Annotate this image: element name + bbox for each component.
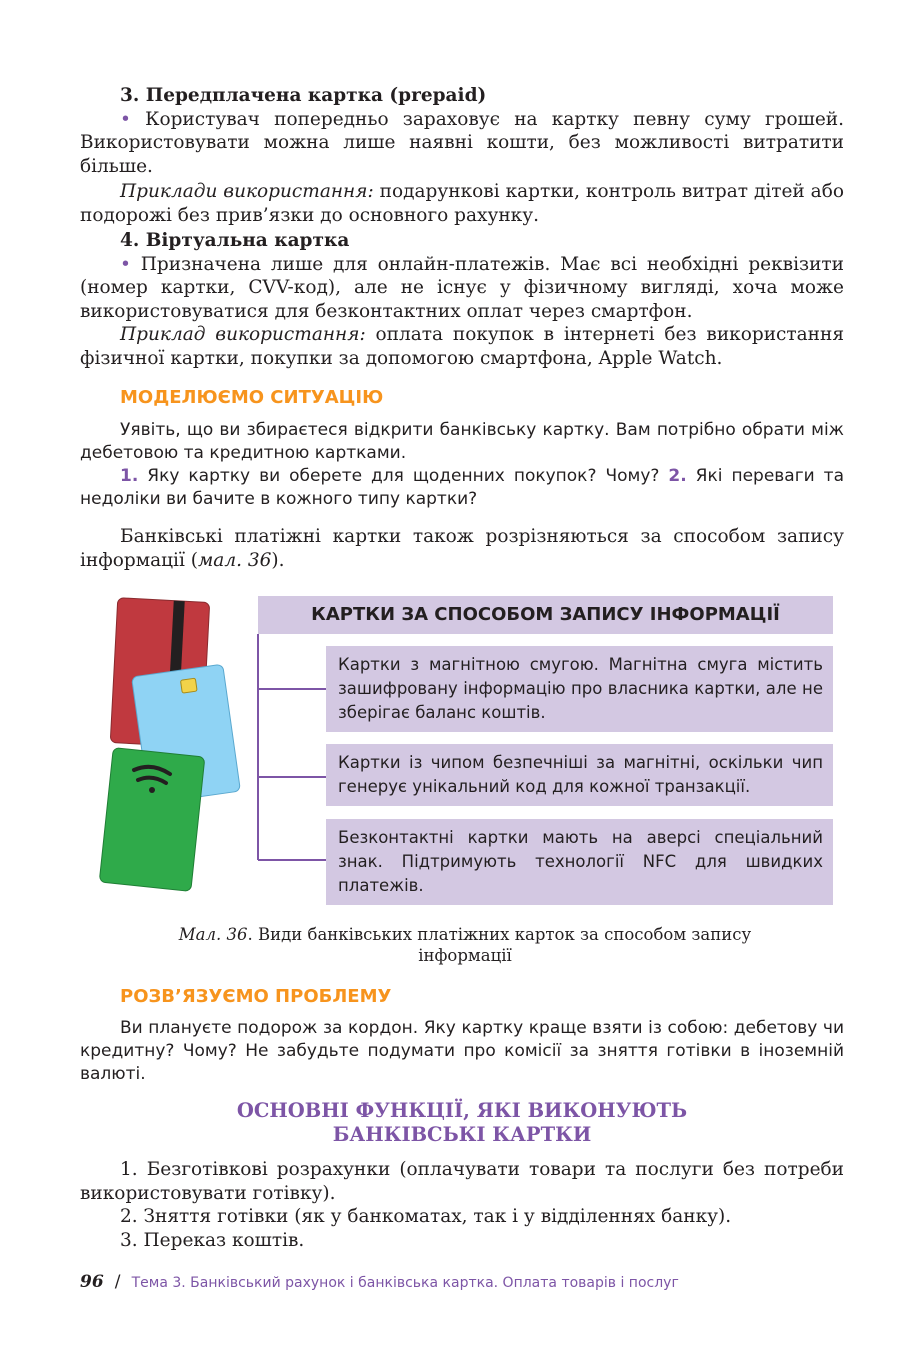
caption-text: . Види банківських платіжних карток за способом запису інформації <box>247 925 752 965</box>
chip-card-box: Картки із чипом безпечніші за магнітні, оскільки чип генерує унікальний код для кожної транзакції. <box>326 744 833 806</box>
figure-ref: мал. 36 <box>197 549 272 571</box>
solve-problem-text: Ви плануєте подорож за кордон. Яку картку краще взяти із собою: дебетову чи кредитну? Чому? Не забудьте подумати про комісії за зняття готівки в іноземній валюті. <box>80 1018 844 1084</box>
figure-caption <box>160 924 770 966</box>
page-number: 96 <box>80 1272 104 1292</box>
question-text: Яку картку ви оберете для щоденних покупок? Чому? <box>138 466 669 486</box>
question-number: 1. <box>120 466 139 486</box>
cards-illustration <box>96 592 271 902</box>
model-situation <box>80 419 844 511</box>
contactless-card-icon <box>99 748 205 892</box>
section-3 <box>80 84 844 227</box>
intro-text-end: ). <box>271 549 285 571</box>
functions-heading-line: ОСНОВНІ ФУНКЦІЇ, ЯКІ ВИКОНУЮТЬ <box>236 1099 688 1122</box>
diagram-connectors <box>256 632 336 912</box>
section-4-body: Призначена лише для онлайн-платежів. Має всі необхідні реквізити (номер картки, CVV-код), але не існує у фізичному вигляді, хоча може використовуватися для безконтактних оплат через смартфон. <box>80 253 844 322</box>
solve-problem-heading: РОЗВ’ЯЗУЄМО ПРОБЛЕМУ <box>120 986 392 1007</box>
section-4-text <box>80 253 844 324</box>
example-label: Приклад використання: <box>120 324 366 345</box>
section-4-example <box>80 323 844 370</box>
footer-separator: / <box>114 1272 121 1292</box>
question-number: 2. <box>668 466 687 486</box>
section-4-heading: 4. Віртуальна картка <box>120 230 350 251</box>
example-label: Приклади використання: <box>120 181 374 202</box>
list-item: 1. Безготівкові розрахунки (оплачувати товари та послуги без потреби використовувати готівку). <box>80 1159 844 1204</box>
functions-list <box>80 1158 844 1252</box>
model-situation-text: Уявіть, що ви збираєтеся відкрити банківську картку. Вам потрібно обрати між дебетовою та кредитною картками. <box>80 420 844 463</box>
intro-paragraph <box>80 525 844 572</box>
section-4 <box>80 229 844 370</box>
model-situation-heading: МОДЕЛЮЄМО СИТУАЦІЮ <box>120 387 384 408</box>
example-text: оплата покупок в інтернеті без використання фізичної картки, покупки за допомогою смартфона, Apple Watch. <box>80 324 844 369</box>
section-3-example <box>80 180 844 227</box>
magnetic-card-box: Картки з магнітною смугою. Магнітна смуга містить зашифровану інформацію про власника картки, але не зберігає баланс коштів. <box>326 646 833 732</box>
model-situation-questions <box>80 465 844 511</box>
list-item: 3. Переказ коштів. <box>120 1229 305 1251</box>
section-3-body: Користувач попередньо зараховує на картку певну суму грошей. Використовувати можна лише наявні кошти, без можливості витратити більше. <box>80 108 844 177</box>
list-item: 2. Зняття готівки (як у банкоматах, так і у відділеннях банку). <box>120 1206 732 1227</box>
cards-diagram <box>96 592 841 912</box>
question-text: Які переваги та недоліки ви бачите в кожного типу картки? <box>80 466 845 509</box>
contactless-card-box: Безконтактні картки мають на аверсі спеціальний знак. Підтримують технології NFC для швидких платежів. <box>326 819 833 905</box>
example-text: подарункові картки, контроль витрат дітей або подорожі без прив’язки до основного рахунку. <box>80 181 844 226</box>
intro-text: Банківські платіжні картки також розрізняються за способом запису інформації ( <box>80 526 844 571</box>
functions-heading <box>80 1099 844 1147</box>
diagram-title: КАРТКИ ЗА СПОСОБОМ ЗАПИСУ ІНФОРМАЦІЇ <box>258 596 833 634</box>
bullet-icon: • <box>120 253 131 275</box>
footer-topic: Тема 3. Банківський рахунок і банківська картка. Оплата товарів і послуг <box>131 1275 679 1291</box>
page-footer <box>80 1272 880 1292</box>
caption-label: Мал. 36 <box>178 925 248 944</box>
section-3-heading: 3. Передплачена картка (prepaid) <box>120 85 487 106</box>
bullet-icon: • <box>120 108 131 130</box>
functions-heading-line: БАНКІВСЬКІ КАРТКИ <box>332 1123 592 1146</box>
section-3-text <box>80 108 844 179</box>
